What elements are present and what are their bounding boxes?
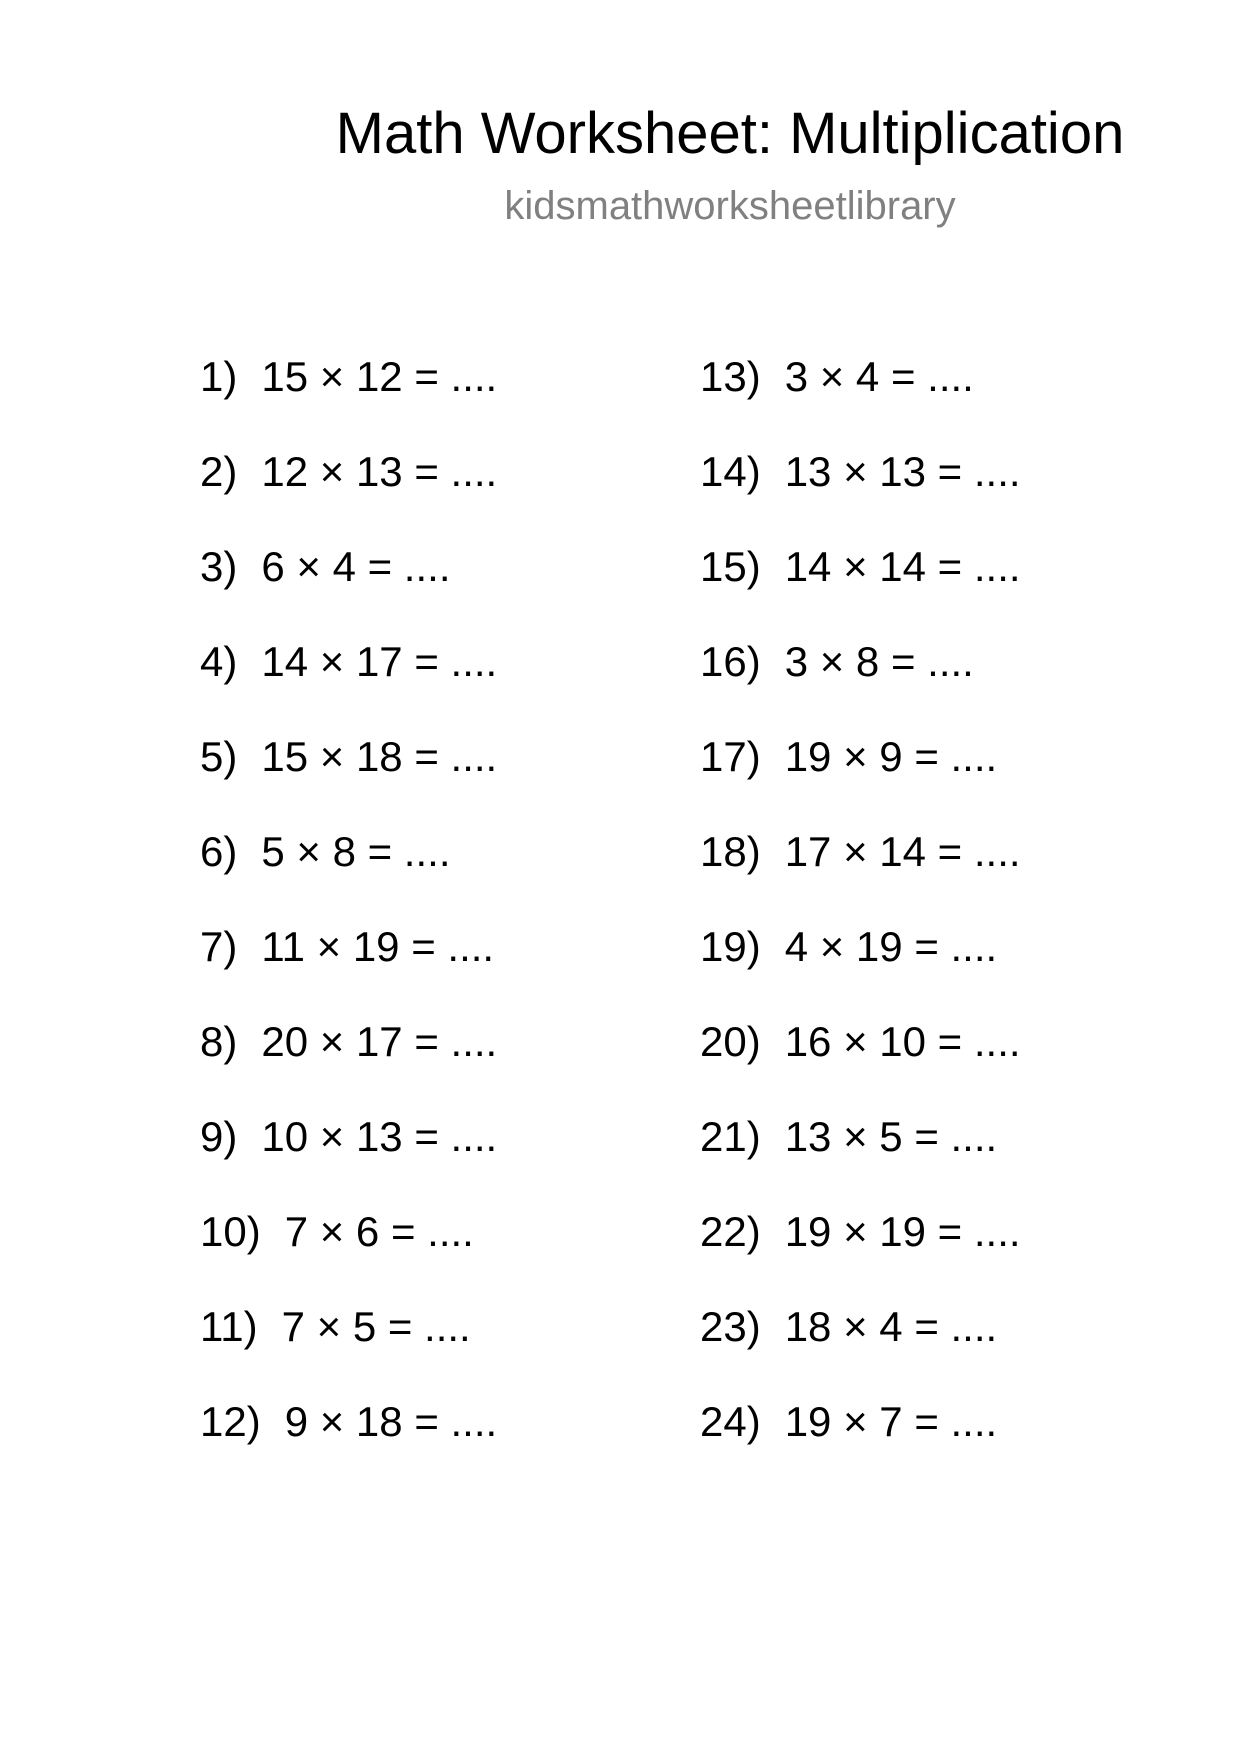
problem-expression: 14 × 17 = .... <box>261 638 498 685</box>
problem-expression: 4 × 19 = .... <box>784 923 998 970</box>
problem-item <box>200 728 497 823</box>
problem-item <box>200 443 497 538</box>
problem-number: 10) <box>200 1208 261 1255</box>
problem-expression: 7 × 6 = .... <box>284 1208 474 1255</box>
problem-number: 21) <box>700 1113 761 1160</box>
problem-item <box>200 538 497 633</box>
problem-number: 18) <box>700 828 761 875</box>
problem-item <box>700 443 1021 538</box>
problem-expression: 13 × 5 = .... <box>784 1113 998 1160</box>
problem-expression: 3 × 4 = .... <box>784 353 974 400</box>
problem-number: 24) <box>700 1398 761 1445</box>
problem-expression: 12 × 13 = .... <box>261 448 498 495</box>
problem-expression: 14 × 14 = .... <box>784 543 1021 590</box>
problem-number: 4) <box>200 638 238 685</box>
problem-number: 2) <box>200 448 238 495</box>
problem-expression: 6 × 4 = .... <box>261 543 451 590</box>
problem-expression: 9 × 18 = .... <box>284 1398 498 1445</box>
page-title: Math Worksheet: Multiplication <box>335 101 1125 166</box>
problem-number: 19) <box>700 923 761 970</box>
page-subtitle: kidsmathworksheetlibrary <box>504 184 956 228</box>
problem-expression: 13 × 13 = .... <box>784 448 1021 495</box>
problem-item <box>700 728 1021 823</box>
problem-expression: 3 × 8 = .... <box>784 638 974 685</box>
problem-number: 23) <box>700 1303 761 1350</box>
problem-item <box>200 1013 497 1108</box>
problem-item <box>700 633 1021 728</box>
problem-expression: 19 × 19 = .... <box>784 1208 1021 1255</box>
problem-item <box>200 348 497 443</box>
problem-number: 20) <box>700 1018 761 1065</box>
problem-number: 5) <box>200 733 238 780</box>
problem-number: 9) <box>200 1113 238 1160</box>
problem-number: 13) <box>700 353 761 400</box>
problem-number: 17) <box>700 733 761 780</box>
problem-item <box>200 823 497 918</box>
problem-item <box>200 1203 497 1298</box>
problem-item <box>700 1393 1021 1488</box>
problem-number: 15) <box>700 543 761 590</box>
problem-number: 14) <box>700 448 761 495</box>
problem-expression: 18 × 4 = .... <box>784 1303 998 1350</box>
problem-number: 1) <box>200 353 238 400</box>
problem-column-left <box>200 348 497 1488</box>
problem-item <box>700 823 1021 918</box>
problem-item <box>700 1298 1021 1393</box>
problem-item <box>700 1203 1021 1298</box>
problem-expression: 17 × 14 = .... <box>784 828 1021 875</box>
problem-number: 22) <box>700 1208 761 1255</box>
problem-expression: 11 × 19 = .... <box>261 923 495 970</box>
problem-number: 12) <box>200 1398 261 1445</box>
problem-expression: 7 × 5 = .... <box>281 1303 471 1350</box>
problem-number: 3) <box>200 543 238 590</box>
problem-number: 11) <box>200 1303 258 1350</box>
problem-column-right <box>700 348 1021 1488</box>
problem-expression: 19 × 7 = .... <box>784 1398 998 1445</box>
problem-expression: 15 × 18 = .... <box>261 733 498 780</box>
problem-expression: 15 × 12 = .... <box>261 353 498 400</box>
problem-item <box>700 538 1021 633</box>
problem-item <box>700 1108 1021 1203</box>
problem-item <box>200 1298 497 1393</box>
problem-expression: 5 × 8 = .... <box>261 828 451 875</box>
problem-item <box>700 918 1021 1013</box>
problem-expression: 20 × 17 = .... <box>261 1018 498 1065</box>
problem-item <box>700 348 1021 443</box>
problem-item <box>200 1108 497 1203</box>
problem-number: 16) <box>700 638 761 685</box>
problem-number: 7) <box>200 923 238 970</box>
problem-item <box>200 633 497 728</box>
problem-expression: 16 × 10 = .... <box>784 1018 1021 1065</box>
problem-item <box>700 1013 1021 1108</box>
problem-item <box>200 1393 497 1488</box>
problem-number: 8) <box>200 1018 238 1065</box>
problem-expression: 19 × 9 = .... <box>784 733 998 780</box>
problem-number: 6) <box>200 828 238 875</box>
problem-item <box>200 918 497 1013</box>
problem-expression: 10 × 13 = .... <box>261 1113 498 1160</box>
